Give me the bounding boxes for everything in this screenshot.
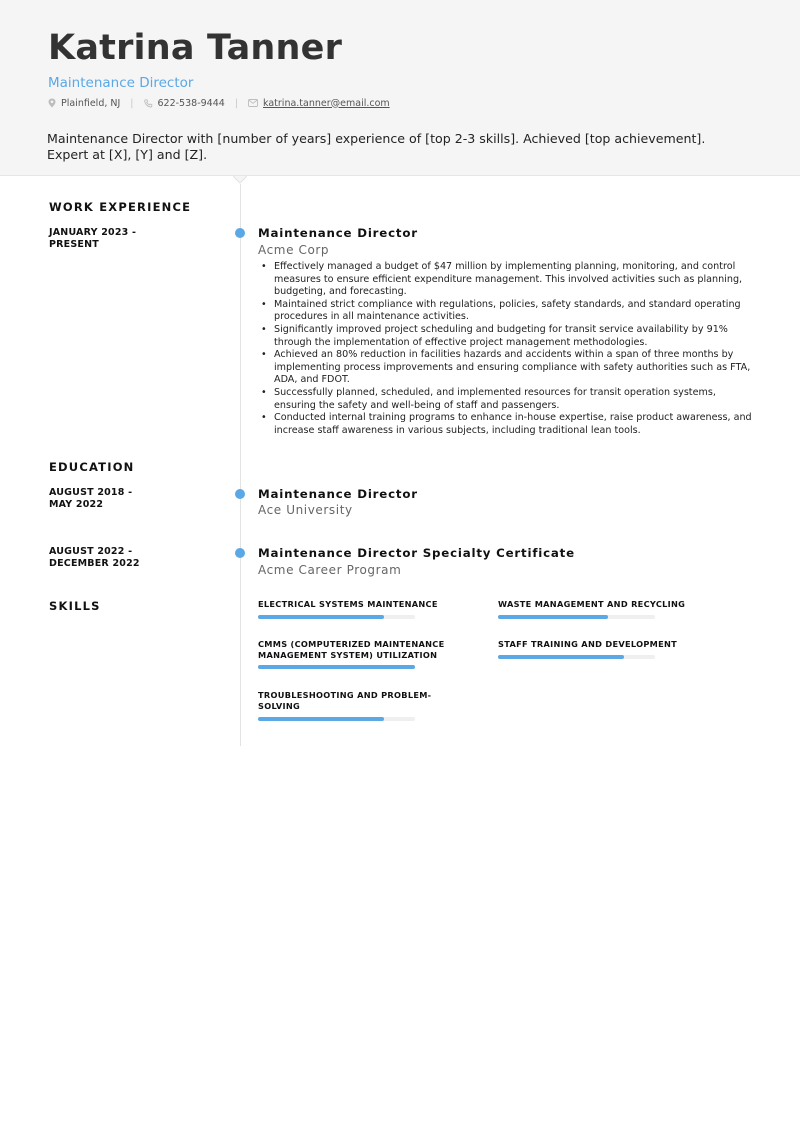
email-item[interactable]	[248, 98, 390, 109]
professional-summary: Maintenance Director with [number of years] experience of [top 2-3 skills]. Achieved [top achievement]. Expert at [X], [Y] and [Z].	[47, 131, 706, 162]
education-date-start: AUGUST 2018 -	[49, 487, 133, 498]
skill-level-fill	[258, 665, 415, 669]
skill-level-fill	[498, 655, 624, 659]
education-date	[49, 546, 140, 570]
education-date-end: DECEMBER 2022	[49, 558, 140, 569]
institution-name: Ace University	[258, 503, 353, 517]
achievement-item: • Maintained strict compliance with regulations, policies, safety standards, and standard operating procedures in all maintenance activities.	[258, 299, 758, 324]
resume-header	[0, 0, 800, 176]
degree-title: Maintenance Director Specialty Certificate	[258, 546, 575, 560]
education-date-end: MAY 2022	[49, 499, 104, 510]
phone-text: 622-538-9444	[157, 97, 225, 109]
timeline-line	[240, 184, 241, 746]
envelope-icon	[248, 99, 258, 107]
institution-name: Acme Career Program	[258, 563, 402, 577]
skill-name: ELECTRICAL SYSTEMS MAINTENANCE	[258, 599, 438, 609]
timeline-dot	[235, 228, 245, 238]
job-achievements	[258, 261, 758, 437]
candidate-name: Katrina Tanner	[48, 28, 343, 68]
timeline-dot	[235, 548, 245, 558]
phone-item	[144, 98, 225, 109]
skill-level-bar	[258, 615, 415, 619]
skill-level-fill	[258, 717, 384, 721]
section-title-education: EDUCATION	[49, 460, 135, 474]
skill-item	[258, 639, 468, 661]
skill-name: TROUBLESHOOTING AND PROBLEM- SOLVING	[258, 690, 432, 711]
contact-divider: |	[130, 97, 134, 109]
skill-name: STAFF TRAINING AND DEVELOPMENT	[498, 639, 678, 649]
skill-level-fill	[498, 615, 608, 619]
skill-level-bar	[258, 717, 415, 721]
contact-bar	[48, 96, 390, 110]
achievement-item: • Significantly improved project scheduling and budgeting for transit service availability by 91% through the implementation of effective project management methodologies.	[258, 324, 758, 349]
skill-item	[258, 599, 468, 610]
education-date	[49, 487, 132, 511]
achievement-item: • Successfully planned, scheduled, and implemented resources for transit operation systems, ensuring the safety and well-being of staff and passengers.	[258, 387, 758, 412]
job-title: Maintenance Director	[258, 226, 418, 240]
skill-item	[498, 639, 708, 650]
candidate-headline: Maintenance Director	[48, 75, 194, 91]
header-notch	[233, 176, 247, 184]
phone-icon	[144, 99, 153, 108]
location-text: Plainfield, NJ	[61, 97, 121, 109]
contact-divider: |	[234, 97, 239, 109]
timeline-dot	[235, 489, 245, 499]
skill-item	[258, 690, 468, 712]
location-pin-icon	[48, 98, 56, 108]
work-date	[49, 227, 136, 251]
achievement-item: • Conducted internal training programs to enhance in-house expertise, raise product awareness, and increase staff awareness in various subjects, including traditional lean tools.	[258, 412, 758, 437]
work-date-start: JANUARY 2023 -	[49, 227, 137, 238]
location-item	[48, 98, 120, 109]
skill-level-bar	[498, 615, 655, 619]
achievement-item: • Effectively managed a budget of $47 million by implementing planning, monitoring, and control measures to ensure efficient expenditure management. This involved activities such as planning, budgeting, and forecasting.	[258, 261, 758, 299]
company-name: Acme Corp	[258, 243, 330, 257]
education-date-start: AUGUST 2022 -	[49, 546, 133, 557]
section-title-skills: SKILLS	[49, 599, 101, 613]
skill-name: WASTE MANAGEMENT AND RECYCLING	[498, 599, 686, 609]
skill-level-bar	[258, 665, 415, 669]
skill-name: CMMS (COMPUTERIZED MAINTENANCE MANAGEMENT SYSTEM) UTILIZATION	[258, 639, 445, 660]
skill-level-fill	[258, 615, 384, 619]
work-date-end: PRESENT	[49, 239, 99, 250]
skill-item	[498, 599, 708, 610]
section-title-work-experience: WORK EXPERIENCE	[49, 200, 192, 214]
achievement-item: • Achieved an 80% reduction in facilities hazards and accidents within a span of three months by implementing process improvements and ensuring compliance with safety authorities such as FTA, ADA, and FDOT.	[258, 349, 758, 387]
email-link[interactable]: katrina.tanner@email.com	[263, 97, 390, 109]
degree-title: Maintenance Director	[258, 487, 418, 501]
skill-level-bar	[498, 655, 655, 659]
